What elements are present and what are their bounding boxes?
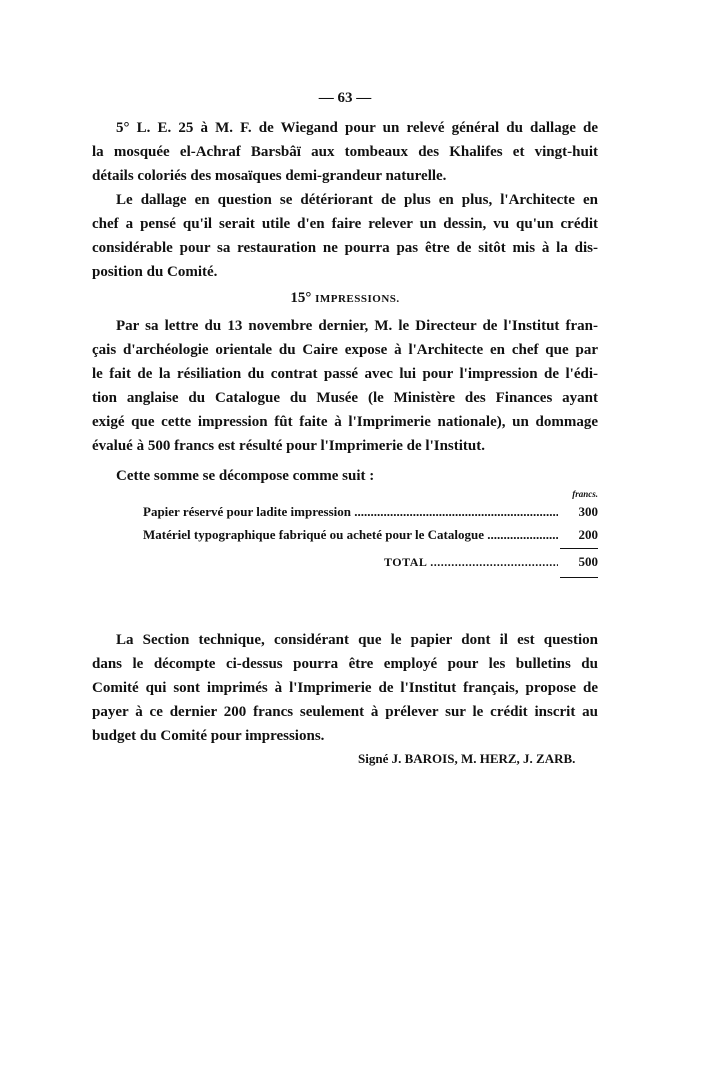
total-row xyxy=(384,553,598,571)
text-line: Le dallage en question se détériorant de plus en plus, l'Architecte en xyxy=(116,192,598,208)
text-line: évalué à 500 francs est résulté pour l'Imprimerie de l'Institut. xyxy=(92,438,486,454)
text-line: Comité qui sont imprimés à l'Imprimerie de l'Institut français, propose de xyxy=(92,680,598,696)
total-value: 500 xyxy=(558,553,598,571)
text-line: 5° L. E. 25 à M. F. de Wiegand pour un relevé général du dallage de xyxy=(116,120,598,136)
total-rule xyxy=(560,577,598,578)
section-heading xyxy=(92,288,598,308)
text-line: détails coloriés des mosaïques demi-grandeur naturelle. xyxy=(92,168,447,184)
text-line: budget du Comité pour impressions. xyxy=(92,728,325,744)
text-line: Par sa lettre du 13 novembre dernier, M. le Directeur de l'Institut fran- xyxy=(116,318,598,334)
text-line: dans le décompte ci-dessus pourra être employé pour les bulletins du xyxy=(92,656,598,672)
unit-label: francs. xyxy=(572,489,598,499)
text-line: çais d'archéologie orientale du Caire expose à l'Architecte en chef que par xyxy=(92,342,598,358)
text-line: La Section technique, considérant que le papier dont il est question xyxy=(116,632,598,648)
sum-rule xyxy=(560,548,598,549)
text-line: exigé que cette impression fût faite à l'Imprimerie nationale), un dommage xyxy=(92,414,598,430)
row-value: 200 xyxy=(558,526,598,544)
text-line: payer à ce dernier 200 francs seulement à prélever sur le crédit inscrit au xyxy=(92,704,598,720)
page-number: — 63 — xyxy=(318,90,372,106)
section-number: 15° xyxy=(290,290,312,306)
breakdown-row xyxy=(143,526,598,544)
text-line: position du Comité. xyxy=(92,264,218,280)
signature: Signé J. BAROIS, M. HERZ, J. ZARB. xyxy=(358,751,576,766)
total-label: TOTAL ..... xyxy=(384,553,558,571)
breakdown-row xyxy=(143,503,598,521)
row-label: Matériel typographique fabriqué ou acheté pour le Catalogue ..... xyxy=(143,526,558,544)
text-line: considérable pour sa restauration ne pourra pas être de sitôt mis à la dis- xyxy=(92,240,598,256)
text-line: la mosquée el-Achraf Barsbâï aux tombeaux des Khalifes et vingt-huit xyxy=(92,144,598,160)
text-line: chef a pensé qu'il serait utile d'en faire relever un dessin, vu qu'un crédit xyxy=(92,216,598,232)
row-value: 300 xyxy=(558,503,598,521)
row-label: Papier réservé pour ladite impression ..... xyxy=(143,503,558,521)
text-line: tion anglaise du Catalogue du Musée (le Ministère des Finances ayant xyxy=(92,390,598,406)
text-line: le fait de la résiliation du contrat passé avec lui pour l'impression de l'édi- xyxy=(92,366,598,382)
section-title: IMPRESSIONS. xyxy=(315,293,400,305)
breakdown-intro: Cette somme se décompose comme suit : xyxy=(116,468,375,484)
